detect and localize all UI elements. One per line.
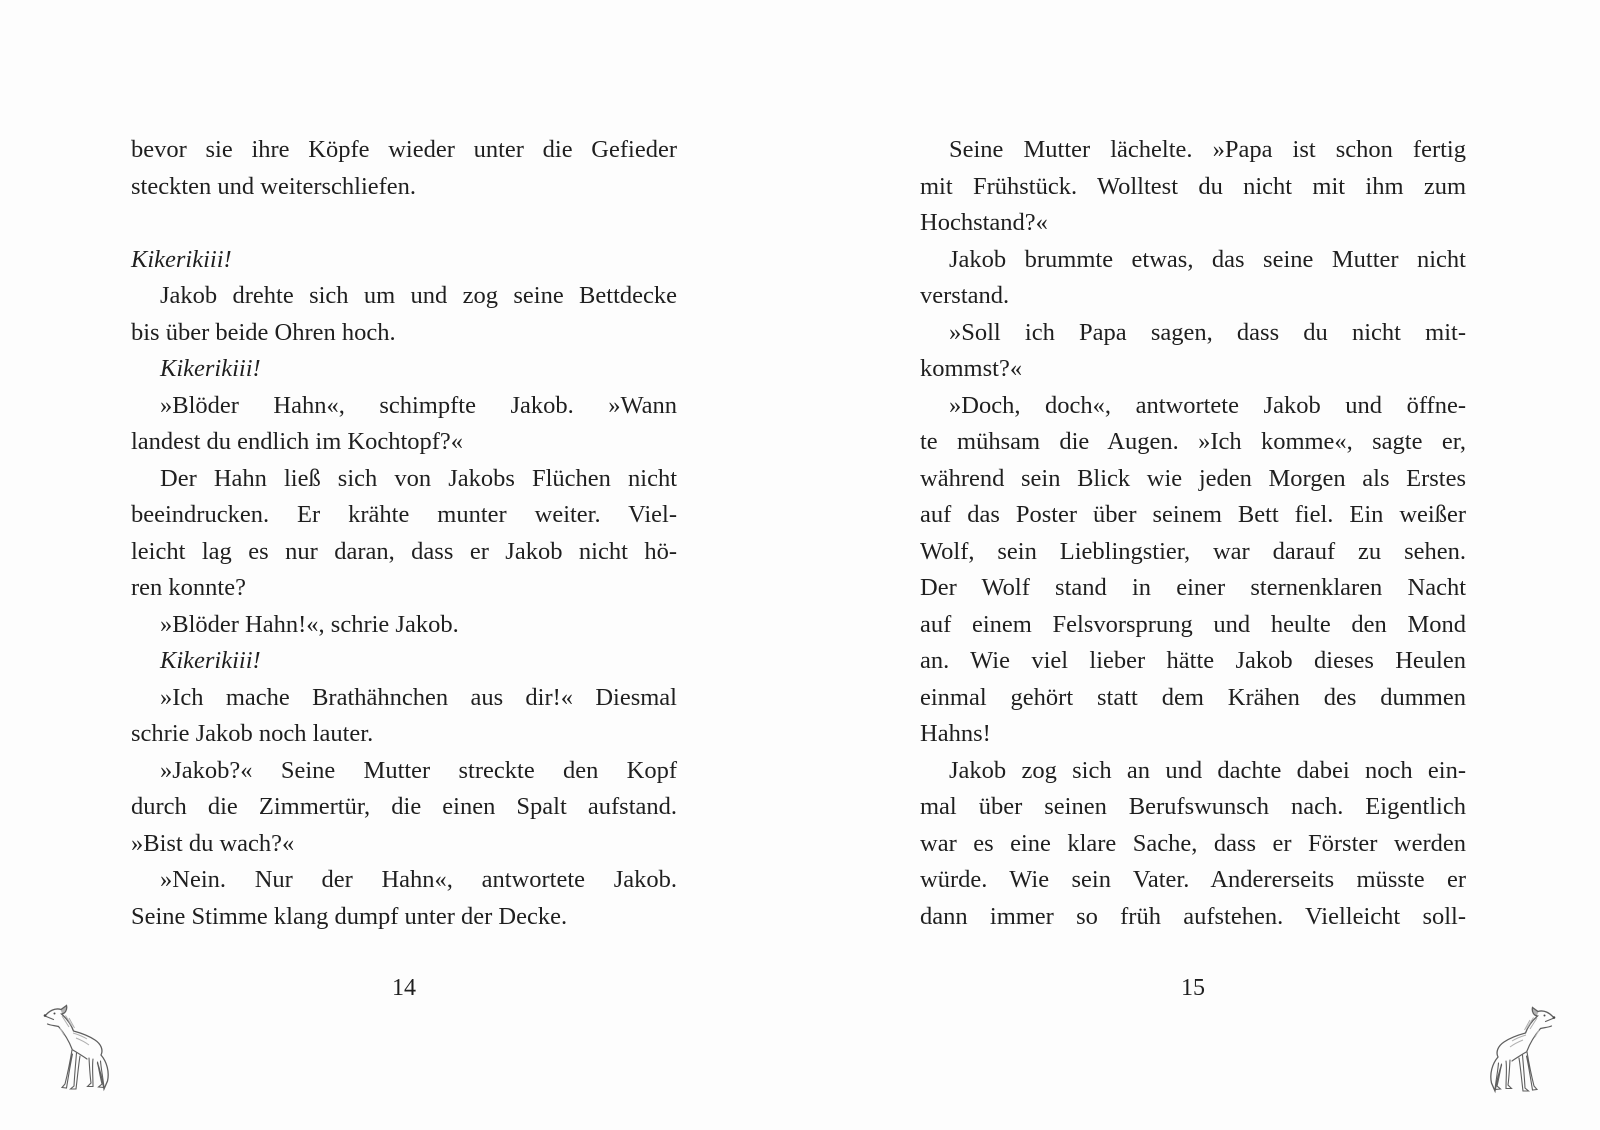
text-line: Jakob drehte sich um und zog seine Bettdecke [160, 282, 677, 309]
right-page-text [920, 132, 1466, 935]
text-line: Kikerikiii! [131, 245, 232, 273]
text-line: te mühsam die Augen. »Ich komme«, sagte er, [920, 428, 1466, 455]
text-line: Seine Mutter lächelte. »Papa ist schon fertig [949, 136, 1466, 163]
howling-wolf-icon-right [1477, 1004, 1561, 1096]
text-line: bis über beide Ohren hoch. [131, 318, 396, 346]
text-line: leicht lag es nur daran, dass er Jakob nicht hö- [131, 537, 677, 565]
text-line: während sein Blick wie jeden Morgen als Erstes [920, 464, 1466, 492]
text-line: Wolf, sein Lieblingstier, war darauf zu sehen. [920, 537, 1466, 565]
text-line: mal über seinen Berufswunsch nach. Eigentlich [920, 793, 1466, 820]
text-line: »Doch, doch«, antwortete Jakob und öffne- [949, 391, 1466, 419]
text-line [131, 205, 677, 242]
text-line: dann immer so früh aufstehen. Vielleicht soll- [920, 902, 1466, 930]
text-line: Jakob brummte etwas, das seine Mutter nicht [949, 245, 1466, 273]
text-line: »Jakob?« Seine Mutter streckte den Kopf [160, 756, 677, 784]
text-line: ren konnte? [131, 574, 246, 601]
text-line: mit Frühstück. Wolltest du nicht mit ihm zum [920, 172, 1466, 200]
text-line: einmal gehört statt dem Krähen des dummen [920, 683, 1466, 711]
text-line: Hochstand?« [920, 209, 1048, 236]
text-line: Hahns! [920, 720, 991, 747]
text-line: schrie Jakob noch lauter. [131, 720, 374, 747]
text-line: kommst?« [920, 355, 1023, 382]
text-line: Der Wolf stand in einer sternenklaren Nacht [920, 574, 1466, 601]
howling-wolf-icon-left [38, 1002, 122, 1094]
text-line: steckten und weiterschliefen. [131, 172, 417, 200]
text-line: an. Wie viel lieber hätte Jakob dieses Heulen [920, 647, 1466, 674]
left-page-number: 14 [392, 975, 416, 1001]
text-line: »Nein. Nur der Hahn«, antwortete Jakob. [160, 866, 677, 893]
text-line: beeindrucken. Er krähte munter weiter. Viel- [131, 501, 677, 528]
text-line: durch die Zimmertür, die einen Spalt aufstand. [131, 793, 677, 820]
right-page-number: 15 [1181, 975, 1205, 1001]
text-line: war es eine klare Sache, dass er Förster werden [920, 829, 1466, 857]
text-line: auf einem Felsvorsprung und heulte den Mond [920, 610, 1466, 638]
text-line: verstand. [920, 282, 1010, 309]
text-line: bevor sie ihre Köpfe wieder unter die Gefieder [131, 136, 677, 163]
text-line: Seine Stimme klang dumpf unter der Decke. [131, 902, 568, 930]
text-line: »Bist du wach?« [131, 829, 295, 857]
text-line: Kikerikiii! [160, 647, 261, 674]
text-line: »Blöder Hahn!«, schrie Jakob. [160, 610, 459, 638]
text-line: Kikerikiii! [160, 355, 261, 382]
text-line: »Ich mache Brathähnchen aus dir!« Diesmal [160, 683, 677, 711]
text-line: »Blöder Hahn«, schimpfte Jakob. »Wann [160, 391, 677, 419]
text-line: würde. Wie sein Vater. Andererseits müsste er [920, 866, 1466, 893]
text-line: auf das Poster über seinem Bett fiel. Ein weißer [920, 501, 1466, 528]
left-page-text [131, 132, 677, 935]
text-line: Der Hahn ließ sich von Jakobs Flüchen nicht [160, 464, 677, 492]
text-line: Jakob zog sich an und dachte dabei noch ein- [949, 756, 1466, 784]
text-line: »Soll ich Papa sagen, dass du nicht mit- [949, 318, 1466, 346]
text-line: landest du endlich im Kochtopf?« [131, 428, 464, 455]
